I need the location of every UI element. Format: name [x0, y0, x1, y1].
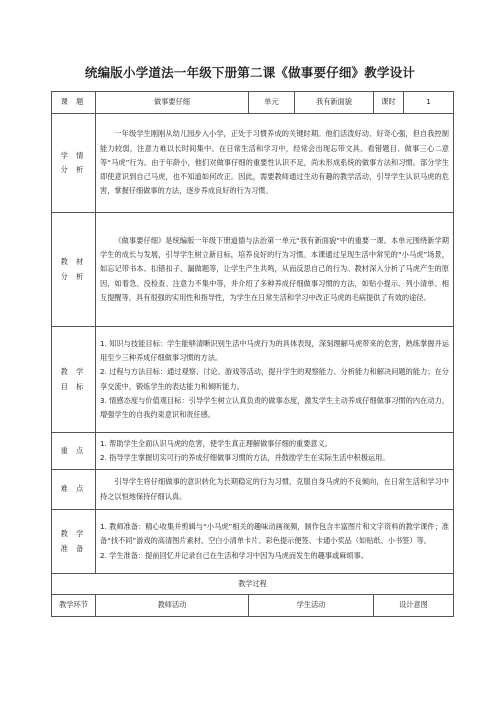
process-col-teacher: 教师活动: [96, 595, 249, 617]
document-title: 统编版小学道法一年级下册第二课《做事要仔细》教学设计: [84, 65, 416, 80]
teaching-goals-content: [96, 327, 454, 433]
preparation-row: [52, 510, 454, 574]
student-analysis-row: [52, 114, 454, 213]
topic-value: 做事要仔细: [96, 92, 249, 114]
unit-label: 单元: [249, 92, 295, 114]
teaching-goals-row: [52, 327, 454, 433]
hours-value: 1: [404, 92, 454, 114]
textbook-analysis-row: [52, 213, 454, 327]
difficult-points-content: [96, 470, 454, 510]
preparation-label: 教 学 准 备: [52, 510, 96, 574]
preparation-item: 1. 教师准备：精心收集并剪辑与“小马虎”相关的趣味动画视频，制作包含丰富图片和文字资料的教学课件；准备“找不同”游戏的高清图片素材、空白小清单卡片、彩色提示便签、卡通小奖品（如贴纸、小书签）等。: [100, 522, 449, 546]
process-col-stage: 教学环节: [52, 595, 96, 617]
key-points-row: [52, 433, 454, 470]
process-heading: 教学过程: [52, 574, 454, 595]
header-row: [52, 92, 454, 114]
preparation-item: 2. 学生准备：提前回忆并记录自己在生活和学习中因为马虎而发生的趣事或麻烦事。: [100, 550, 368, 560]
process-columns-row: [52, 595, 454, 617]
textbook-analysis-label: 教 材 分 析: [52, 213, 96, 327]
hours-label: 课时: [374, 92, 404, 114]
goal-item: 1. 知识与技能目标：学生能够清晰识别生活中马虎行为的具体表现，深刻理解马虎带来的危害，熟练掌握并运用至少三种养成仔细做事习惯的方法。: [100, 338, 449, 363]
teaching-goals-label: 教 学 目 标: [52, 327, 96, 433]
key-points-label: 重 点: [52, 433, 96, 470]
student-analysis-content: [96, 114, 454, 213]
process-heading-row: [52, 574, 454, 595]
process-col-student: 学生活动: [249, 595, 374, 617]
difficult-points-label: 难 点: [52, 470, 96, 510]
student-analysis-label: 学 情 分 析: [52, 114, 96, 213]
student-analysis-paragraph: 一年级学生刚刚从幼儿园步入小学，正处于习惯养成的关键时期。他们活泼好动、好奇心强，但自我控制能力较弱，注意力难以长时间集中。在日常生活和学习中，经常会出现忘带文具、看错题目、做事三心二意等“马虎”行为。由于年龄小，他们对做事仔细的重要性认识不足，尚未形成系统的做事方法和习惯。部分学生即使意识到自己马虎，也不知道如何改正。因此，需要教师通过生动有趣的教学活动，引导学生认识马虎的危害，掌握仔细做事的方法，逐步养成良好的行为习惯。: [100, 129, 449, 196]
difficult-point-paragraph: 引导学生将仔细做事的意识转化为长期稳定的行为习惯，克服自身马虎的不良倾向，在日常生活和学习中持之以恒地保持仔细认真。: [100, 477, 449, 501]
topic-label: 课 题: [52, 92, 96, 114]
difficult-points-row: [52, 470, 454, 510]
key-points-content: [96, 433, 454, 470]
goal-item: 3. 情感态度与价值观目标：引导学生树立认真负责的做事态度，激发学生主动养成仔细做事习惯的内在动力，增强学生的自我约束意识和责任感。: [100, 395, 449, 419]
textbook-analysis-paragraph: 《做事要仔细》是统编版一年级下册道德与法治第一单元“我有新面貌”中的重要一课。本单元围绕新学期学生的成长与发展，引导学生树立新目标，培养良好的行为习惯。本课通过呈现生活中常见的“小马虎”场景，如忘记带书本、扣错扣子、漏做题等，让学生产生共鸣，从而反思自己的行为。教材深入分析了马虎产生的原因，如着急、没检查、注意力不集中等，并介绍了多种养成仔细做事习惯的方法，如贴小提示、列小清单、相互提醒等，具有很强的实用性和指导性，为学生在日常生活和学习中改正马虎的毛病提供了有效的途径。: [100, 235, 449, 302]
lesson-plan-table: [51, 91, 454, 617]
textbook-analysis-content: [96, 213, 454, 327]
process-col-intent: 设计意图: [374, 595, 454, 617]
goal-item: 2. 过程与方法目标：通过观察、讨论、游戏等活动，提升学生的观察能力、分析能力和解决问题的能力；在分享交流中，锻炼学生的表达能力和倾听能力。: [100, 367, 449, 391]
key-point-item: 2. 指导学生掌握切实可行的养成仔细做事习惯的方法，并鼓励学生在实际生活中积极运用。: [100, 453, 390, 462]
key-point-item: 1. 帮助学生全面认识马虎的危害，使学生真正理解做事仔细的重要意义。: [100, 438, 332, 448]
preparation-content: [96, 510, 454, 574]
unit-value: 我有新面貌: [295, 92, 374, 114]
